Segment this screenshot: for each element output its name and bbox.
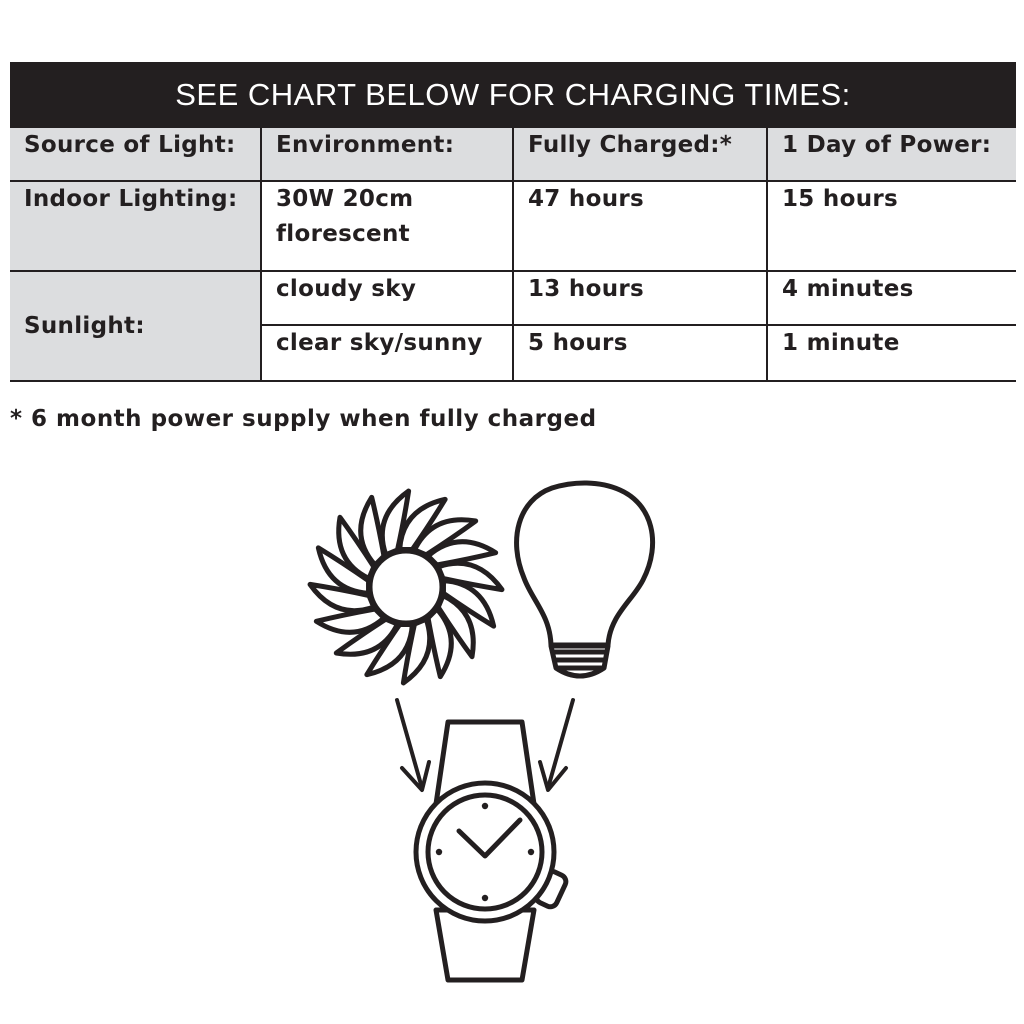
cell-fully-charged: 47 hours xyxy=(513,181,767,271)
header-one-day: 1 Day of Power: xyxy=(767,128,1016,181)
cell-environment: cloudy sky xyxy=(261,271,513,325)
cell-one-day: 1 minute xyxy=(767,325,1016,381)
cell-one-day: 4 minutes xyxy=(767,271,1016,325)
cell-one-day: 15 hours xyxy=(767,181,1016,271)
cell-fully-charged: 13 hours xyxy=(513,271,767,325)
cell-environment: 30W 20cm florescent xyxy=(261,181,513,271)
header-environment: Environment: xyxy=(261,128,513,181)
cell-source: Sunlight: xyxy=(10,271,261,381)
arrow-icon xyxy=(397,700,429,790)
chart-title: SEE CHART BELOW FOR CHARGING TIMES: xyxy=(10,62,1016,128)
sun-icon xyxy=(310,491,502,683)
wristwatch-icon xyxy=(416,722,568,980)
cell-fully-charged: 5 hours xyxy=(513,325,767,381)
cell-source: Indoor Lighting: xyxy=(10,181,261,271)
cell-environment: clear sky/sunny xyxy=(261,325,513,381)
arrow-icon xyxy=(540,700,573,790)
light-bulb-icon xyxy=(517,483,653,676)
header-fully-charged: Fully Charged:* xyxy=(513,128,767,181)
header-source: Source of Light: xyxy=(10,128,261,181)
footnote: * 6 month power supply when fully charged xyxy=(10,406,597,432)
